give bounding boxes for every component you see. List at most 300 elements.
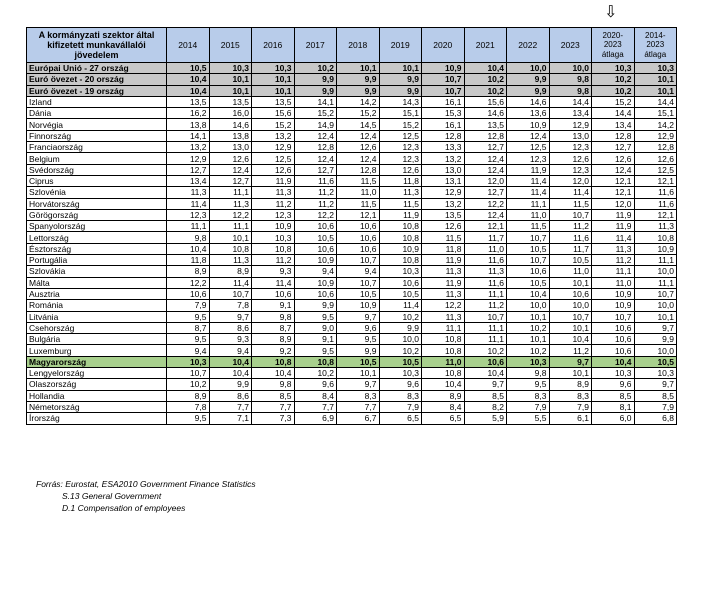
table-cell: 10,1 — [549, 277, 592, 288]
table-cell: 12,4 — [464, 153, 507, 164]
table-cell: 10,6 — [294, 288, 337, 299]
table-cell: 12,2 — [209, 209, 252, 220]
table-cell: 10,0 — [549, 300, 592, 311]
table-cell: 9,7 — [337, 379, 380, 390]
table-row — [27, 288, 677, 299]
table-cell: 11,3 — [209, 255, 252, 266]
table-cell: 14,6 — [209, 119, 252, 130]
table-cell: 10,6 — [592, 334, 635, 345]
table-cell: 12,9 — [422, 187, 465, 198]
table-cell: 12,1 — [634, 209, 677, 220]
row-label: Litvánia — [27, 311, 167, 322]
table-cell: 12,9 — [634, 130, 677, 141]
row-label: Norvégia — [27, 119, 167, 130]
table-cell: 10,3 — [379, 266, 422, 277]
row-label: Bulgária — [27, 334, 167, 345]
table-cell: 11,1 — [167, 221, 210, 232]
table-cell: 10,1 — [379, 63, 422, 74]
table-cell: 10,1 — [209, 85, 252, 96]
table-cell: 5,5 — [507, 413, 550, 424]
table-row — [27, 334, 677, 345]
table-cell: 11,4 — [379, 300, 422, 311]
table-row — [27, 209, 677, 220]
table-cell: 9,3 — [209, 334, 252, 345]
table-cell: 12,3 — [507, 153, 550, 164]
table-cell: 11,1 — [464, 322, 507, 333]
table-cell: 10,7 — [337, 255, 380, 266]
table-cell: 8,6 — [209, 390, 252, 401]
table-cell: 16,0 — [209, 108, 252, 119]
table-cell: 10,1 — [252, 74, 295, 85]
table-cell: 8,9 — [209, 266, 252, 277]
table-cell: 12,7 — [464, 142, 507, 153]
table-cell: 10,4 — [167, 74, 210, 85]
table-cell: 15,2 — [252, 119, 295, 130]
table-row — [27, 153, 677, 164]
table-cell: 12,2 — [422, 300, 465, 311]
table-cell: 12,3 — [379, 153, 422, 164]
table-cell: 10,5 — [507, 277, 550, 288]
table-cell: 11,9 — [422, 277, 465, 288]
table-cell: 8,9 — [549, 379, 592, 390]
table-cell: 15,2 — [592, 96, 635, 107]
table-row — [27, 243, 677, 254]
table-cell: 9,5 — [294, 311, 337, 322]
table-row — [27, 198, 677, 209]
table-cell: 12,3 — [167, 209, 210, 220]
table-cell: 10,2 — [294, 63, 337, 74]
table-cell: 7,7 — [252, 401, 295, 412]
table-cell: 10,6 — [379, 277, 422, 288]
table-cell: 10,8 — [294, 356, 337, 367]
table-cell: 11,3 — [634, 221, 677, 232]
table-cell: 7,9 — [167, 300, 210, 311]
table-cell: 13,5 — [422, 209, 465, 220]
table-cell: 10,0 — [634, 345, 677, 356]
table-cell: 10,3 — [379, 368, 422, 379]
table-cell: 10,6 — [294, 221, 337, 232]
header-year: 2015 — [209, 28, 252, 63]
table-cell: 11,4 — [209, 277, 252, 288]
table-cell: 6,8 — [634, 413, 677, 424]
table-cell: 13,1 — [422, 175, 465, 186]
header-avg-2014-2023: 2014-2023 átlaga — [634, 28, 677, 63]
table-cell: 13,4 — [167, 175, 210, 186]
table-cell: 9,7 — [209, 311, 252, 322]
table-cell: 9,5 — [167, 413, 210, 424]
row-label: Belgium — [27, 153, 167, 164]
table-cell: 8,3 — [507, 390, 550, 401]
table-cell: 12,5 — [507, 142, 550, 153]
table-cell: 9,1 — [294, 334, 337, 345]
table-cell: 15,2 — [337, 108, 380, 119]
table-cell: 10,6 — [167, 288, 210, 299]
table-cell: 10,4 — [507, 288, 550, 299]
table-cell: 13,2 — [422, 153, 465, 164]
table-cell: 13,6 — [507, 108, 550, 119]
table-cell: 11,9 — [422, 255, 465, 266]
table-row — [27, 63, 677, 74]
row-label: Dánia — [27, 108, 167, 119]
table-cell: 10,9 — [337, 300, 380, 311]
table-cell: 8,9 — [167, 390, 210, 401]
table-cell: 14,4 — [592, 108, 635, 119]
table-cell: 10,4 — [167, 85, 210, 96]
table-cell: 10,3 — [592, 368, 635, 379]
table-cell: 10,1 — [252, 85, 295, 96]
source-line: Forrás: Eurostat, ESA2010 Government Finance Statistics — [36, 479, 256, 489]
row-label: Csehország — [27, 322, 167, 333]
table-cell: 9,9 — [507, 85, 550, 96]
header-year: 2021 — [464, 28, 507, 63]
table-cell: 10,1 — [507, 334, 550, 345]
table-cell: 11,3 — [464, 266, 507, 277]
table-cell: 12,5 — [252, 153, 295, 164]
table-cell: 9,6 — [294, 379, 337, 390]
table-cell: 12,7 — [294, 164, 337, 175]
table-cell: 13,2 — [167, 142, 210, 153]
table-cell: 10,6 — [592, 322, 635, 333]
table-cell: 13,5 — [464, 119, 507, 130]
table-cell: 9,7 — [634, 379, 677, 390]
table-cell: 9,9 — [634, 334, 677, 345]
table-cell: 8,1 — [592, 401, 635, 412]
table-cell: 13,5 — [252, 96, 295, 107]
table-cell: 12,8 — [337, 164, 380, 175]
row-label: Írország — [27, 413, 167, 424]
table-cell: 10,4 — [464, 368, 507, 379]
table-cell: 12,4 — [464, 164, 507, 175]
source-line: S.13 General Government — [62, 491, 162, 501]
table-cell: 11,2 — [549, 221, 592, 232]
table-cell: 8,9 — [422, 390, 465, 401]
table-cell: 12,3 — [379, 142, 422, 153]
table-cell: 8,3 — [549, 390, 592, 401]
table-cell: 11,4 — [507, 175, 550, 186]
table-cell: 10,5 — [379, 356, 422, 367]
table-cell: 8,6 — [209, 322, 252, 333]
table-cell: 8,5 — [464, 390, 507, 401]
table-cell: 10,4 — [167, 243, 210, 254]
table-row — [27, 266, 677, 277]
table-cell: 10,8 — [379, 221, 422, 232]
table-cell: 9,8 — [549, 74, 592, 85]
table-cell: 14,1 — [294, 96, 337, 107]
table-cell: 9,2 — [252, 345, 295, 356]
table-cell: 7,9 — [634, 401, 677, 412]
table-cell: 14,9 — [294, 119, 337, 130]
row-label: Szlovákia — [27, 266, 167, 277]
table-cell: 12,1 — [592, 175, 635, 186]
table-cell: 12,8 — [634, 142, 677, 153]
table-cell: 12,3 — [549, 142, 592, 153]
table-cell: 9,9 — [209, 379, 252, 390]
table-cell: 10,1 — [209, 74, 252, 85]
header-year: 2018 — [337, 28, 380, 63]
table-cell: 10,7 — [634, 288, 677, 299]
table-cell: 9,7 — [464, 379, 507, 390]
table-row — [27, 311, 677, 322]
table-cell: 10,0 — [507, 63, 550, 74]
table-cell: 12,8 — [592, 130, 635, 141]
down-arrow-icon: ⇩ — [604, 2, 618, 21]
table-cell: 11,0 — [507, 209, 550, 220]
table-cell: 10,7 — [167, 368, 210, 379]
table-cell: 10,0 — [549, 63, 592, 74]
table-cell: 10,6 — [337, 221, 380, 232]
table-cell: 6,5 — [422, 413, 465, 424]
table-cell: 11,3 — [209, 198, 252, 209]
table-cell: 10,4 — [252, 368, 295, 379]
table-cell: 15,1 — [634, 108, 677, 119]
table-cell: 11,6 — [294, 175, 337, 186]
table-cell: 12,6 — [252, 164, 295, 175]
table-row — [27, 300, 677, 311]
table-cell: 10,5 — [634, 356, 677, 367]
table-cell: 10,9 — [252, 221, 295, 232]
header-year: 2022 — [507, 28, 550, 63]
table-cell: 8,2 — [464, 401, 507, 412]
table-cell: 11,6 — [634, 198, 677, 209]
table-cell: 13,4 — [549, 108, 592, 119]
table-cell: 14,1 — [167, 130, 210, 141]
table-cell: 11,1 — [634, 255, 677, 266]
table-cell: 10,3 — [167, 356, 210, 367]
table-cell: 10,2 — [592, 85, 635, 96]
table-cell: 7,8 — [167, 401, 210, 412]
table-cell: 9,4 — [167, 345, 210, 356]
table-cell: 10,5 — [337, 288, 380, 299]
table-cell: 13,3 — [422, 142, 465, 153]
table-cell: 10,7 — [422, 85, 465, 96]
row-label: Finnország — [27, 130, 167, 141]
table-cell: 12,5 — [379, 130, 422, 141]
table-cell: 10,2 — [592, 74, 635, 85]
table-cell: 11,0 — [337, 187, 380, 198]
table-cell: 12,2 — [464, 198, 507, 209]
table-cell: 5,9 — [464, 413, 507, 424]
table-cell: 9,8 — [252, 311, 295, 322]
row-label: Ausztria — [27, 288, 167, 299]
table-cell: 10,1 — [507, 311, 550, 322]
table-cell: 10,4 — [209, 368, 252, 379]
table-cell: 9,9 — [507, 74, 550, 85]
table-cell: 12,6 — [379, 164, 422, 175]
table-row — [27, 108, 677, 119]
table-cell: 15,6 — [252, 108, 295, 119]
table-cell: 12,9 — [167, 153, 210, 164]
table-cell: 9,5 — [294, 345, 337, 356]
table-cell: 9,4 — [294, 266, 337, 277]
table-row — [27, 164, 677, 175]
table-cell: 11,0 — [549, 266, 592, 277]
table-cell: 10,0 — [507, 300, 550, 311]
table-cell: 8,9 — [167, 266, 210, 277]
row-label: Svédország — [27, 164, 167, 175]
header-year: 2017 — [294, 28, 337, 63]
table-cell: 12,6 — [337, 142, 380, 153]
table-cell: 10,1 — [337, 63, 380, 74]
table-cell: 11,5 — [337, 175, 380, 186]
table-row — [27, 232, 677, 243]
table-cell: 11,1 — [592, 266, 635, 277]
table-cell: 12,6 — [549, 153, 592, 164]
table-cell: 13,0 — [209, 142, 252, 153]
table-cell: 15,1 — [379, 108, 422, 119]
table-cell: 11,0 — [464, 243, 507, 254]
table-cell: 12,8 — [422, 130, 465, 141]
table-cell: 8,5 — [252, 390, 295, 401]
table-cell: 9,8 — [252, 379, 295, 390]
table-cell: 10,4 — [592, 356, 635, 367]
table-row — [27, 368, 677, 379]
table-cell: 6,5 — [379, 413, 422, 424]
table-cell: 11,9 — [252, 175, 295, 186]
table-cell: 11,3 — [592, 243, 635, 254]
table-cell: 10,8 — [634, 232, 677, 243]
table-cell: 12,6 — [634, 153, 677, 164]
table-cell: 12,4 — [337, 130, 380, 141]
table-cell: 12,4 — [337, 153, 380, 164]
table-cell: 10,7 — [592, 311, 635, 322]
table-cell: 10,9 — [294, 277, 337, 288]
table-row — [27, 130, 677, 141]
table-cell: 11,5 — [507, 221, 550, 232]
table-row — [27, 187, 677, 198]
row-label: Görögország — [27, 209, 167, 220]
table-cell: 10,7 — [422, 74, 465, 85]
row-label: Észtország — [27, 243, 167, 254]
table-cell: 12,4 — [209, 164, 252, 175]
table-cell: 11,3 — [167, 187, 210, 198]
table-cell: 10,6 — [507, 266, 550, 277]
table-cell: 11,8 — [167, 255, 210, 266]
table-row — [27, 119, 677, 130]
table-cell: 7,3 — [252, 413, 295, 424]
table-cell: 12,6 — [209, 153, 252, 164]
table-cell: 10,3 — [592, 63, 635, 74]
table-row — [27, 221, 677, 232]
table-cell: 10,1 — [209, 232, 252, 243]
table-cell: 9,9 — [337, 74, 380, 85]
table-cell: 10,7 — [549, 209, 592, 220]
table-cell: 9,8 — [507, 368, 550, 379]
table-cell: 11,2 — [464, 300, 507, 311]
table-cell: 11,9 — [592, 209, 635, 220]
table-cell: 16,2 — [167, 108, 210, 119]
table-cell: 7,7 — [209, 401, 252, 412]
table-cell: 8,5 — [634, 390, 677, 401]
table-cell: 11,3 — [422, 288, 465, 299]
table-cell: 11,1 — [464, 288, 507, 299]
table-cell: 9,7 — [634, 322, 677, 333]
table-cell: 10,8 — [422, 334, 465, 345]
table-cell: 12,6 — [422, 221, 465, 232]
table-cell: 10,9 — [592, 288, 635, 299]
table-cell: 9,5 — [167, 334, 210, 345]
table-cell: 12,4 — [592, 164, 635, 175]
table-cell: 9,8 — [549, 85, 592, 96]
table-cell: 10,7 — [209, 288, 252, 299]
table-cell: 12,0 — [592, 198, 635, 209]
table-cell: 10,6 — [337, 243, 380, 254]
table-cell: 10,9 — [422, 63, 465, 74]
table-cell: 12,2 — [167, 277, 210, 288]
table-cell: 11,2 — [252, 198, 295, 209]
table-cell: 11,1 — [209, 221, 252, 232]
table-cell: 10,6 — [549, 288, 592, 299]
table-cell: 9,7 — [549, 356, 592, 367]
table-cell: 10,5 — [167, 63, 210, 74]
table-cell: 12,1 — [634, 175, 677, 186]
table-cell: 10,1 — [549, 322, 592, 333]
table-cell: 10,2 — [507, 345, 550, 356]
table-cell: 10,4 — [464, 63, 507, 74]
table-cell: 11,2 — [592, 255, 635, 266]
table-cell: 10,8 — [422, 368, 465, 379]
table-cell: 11,1 — [634, 277, 677, 288]
table-cell: 11,2 — [252, 255, 295, 266]
table-cell: 11,0 — [422, 356, 465, 367]
table-cell: 8,4 — [422, 401, 465, 412]
table-cell: 6,7 — [337, 413, 380, 424]
table-cell: 6,0 — [592, 413, 635, 424]
table-cell: 8,7 — [167, 322, 210, 333]
table-cell: 13,4 — [592, 119, 635, 130]
table-cell: 9,9 — [294, 74, 337, 85]
table-cell: 10,9 — [507, 119, 550, 130]
table-cell: 10,6 — [294, 243, 337, 254]
table-cell: 11,5 — [379, 198, 422, 209]
table-cell: 11,1 — [464, 334, 507, 345]
source-line: D.1 Compensation of employees — [62, 503, 186, 513]
row-label: Románia — [27, 300, 167, 311]
table-cell: 10,3 — [634, 368, 677, 379]
table-cell: 15,2 — [294, 108, 337, 119]
table-row — [27, 322, 677, 333]
row-label: Izland — [27, 96, 167, 107]
table-cell: 11,5 — [549, 198, 592, 209]
table-cell: 9,9 — [379, 85, 422, 96]
table-cell: 12,1 — [464, 221, 507, 232]
table-cell: 10,2 — [294, 368, 337, 379]
table-cell: 12,2 — [294, 209, 337, 220]
table-cell: 10,7 — [337, 277, 380, 288]
table-cell: 10,5 — [294, 232, 337, 243]
table-cell: 11,1 — [507, 198, 550, 209]
table-cell: 9,6 — [379, 379, 422, 390]
table-cell: 12,4 — [294, 153, 337, 164]
row-label: Horvátország — [27, 198, 167, 209]
row-label: Lettország — [27, 232, 167, 243]
table-row — [27, 379, 677, 390]
table-cell: 10,1 — [634, 311, 677, 322]
table-cell: 10,6 — [464, 356, 507, 367]
row-label: Lengyelország — [27, 368, 167, 379]
row-label: Portugália — [27, 255, 167, 266]
table-cell: 11,9 — [379, 209, 422, 220]
table-cell: 10,3 — [252, 63, 295, 74]
table-cell: 12,3 — [252, 209, 295, 220]
table-cell: 7,9 — [549, 401, 592, 412]
table-cell: 11,5 — [337, 198, 380, 209]
table-cell: 10,2 — [167, 379, 210, 390]
table-cell: 10,2 — [507, 322, 550, 333]
table-row — [27, 175, 677, 186]
table-cell: 10,2 — [379, 311, 422, 322]
table-cell: 12,0 — [464, 175, 507, 186]
header-avg-2020-2023: 2020-2023 átlaga — [592, 28, 635, 63]
